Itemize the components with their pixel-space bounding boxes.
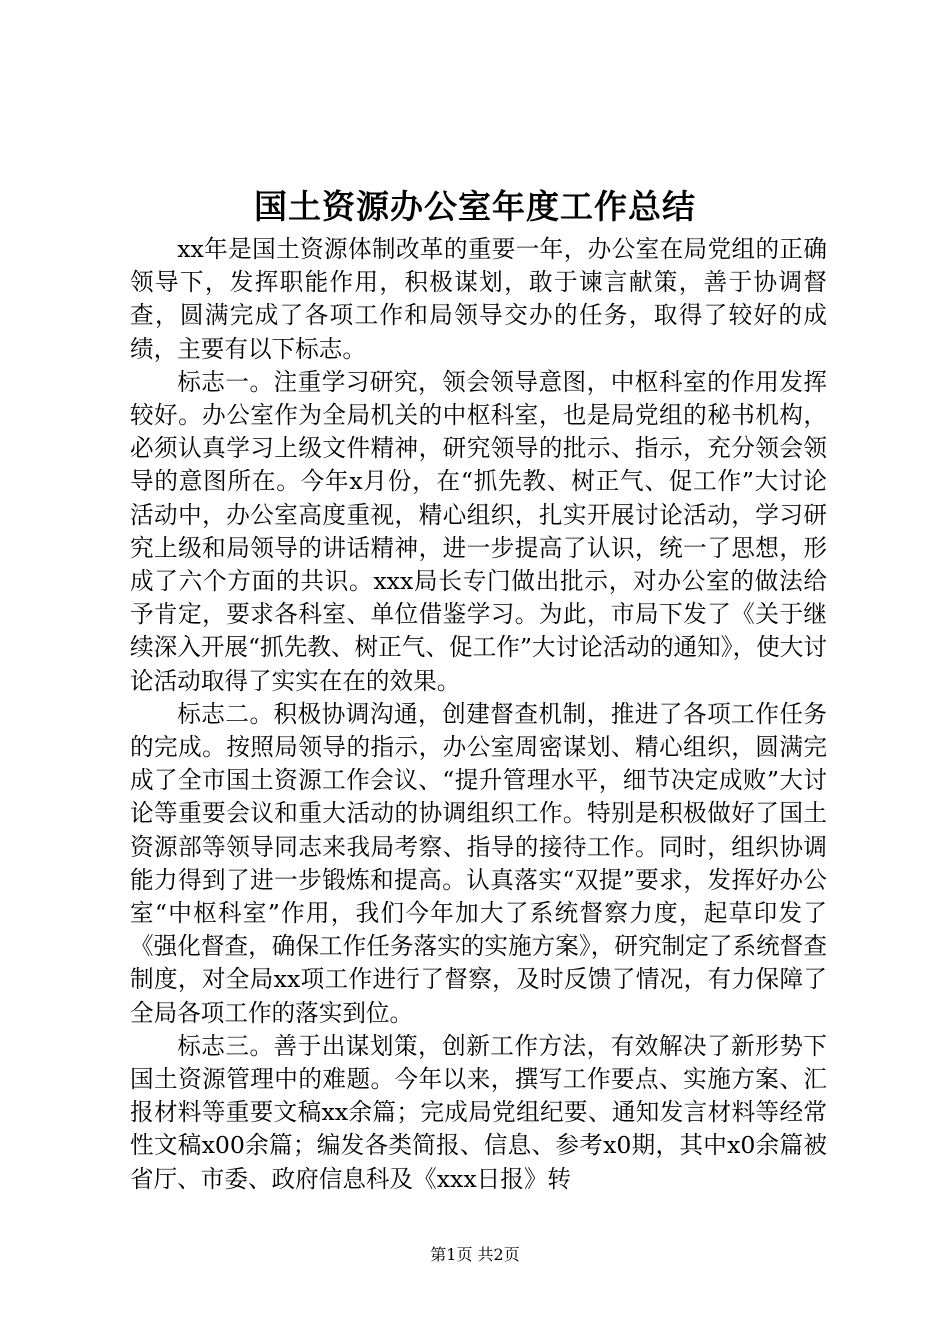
document-body [130, 233, 827, 1196]
paragraph-mark-one: 标志一。注重学习研究，领会领导意图，中枢科室的作用发挥较好。办公室作为全局机关的中枢科室，也是局党组的秘书机构，必须认真学习上级文件精神，研究领导的批示、指示，充分领会领导的意图所在。今年x月份，在“抓先教、树正气、促工作”大讨论活动中，办公室高度重视，精心组织，扎实开展讨论活动，学习研究上级和局领导的讲话精神，进一步提高了认识，统一了思想，形成了六个方面的共识。xxx局长专门做出批示，对办公室的做法给予肯定，要求各科室、单位借鉴学习。为此，市局下发了《关于继续深入开展“抓先教、树正气、促工作”大讨论活动的通知》，使大讨论活动取得了实实在在的效果。 [130, 367, 827, 695]
paragraph-mark-two: 标志二。积极协调沟通，创建督查机制，推进了各项工作任务的完成。按照局领导的指示，办公室周密谋划、精心组织，圆满完成了全市国土资源工作会议、“提升管理水平，细节决定成败”大讨论等重要会议和重大活动的协调组织工作。特别是积极做好了国土资源部等领导同志来我局考察、指导的接待工作。同时，组织协调能力得到了进一步锻炼和提高。认真落实“双提”要求，发挥好办公室“中枢科室”作用，我们今年加大了系统督察力度，起草印发了《强化督查，确保工作任务落实的实施方案》，研究制定了系统督查制度，对全局xx项工作进行了督察，及时反馈了情况，有力保障了全局各项工作的落实到位。 [130, 699, 827, 1027]
paragraph-mark-three: 标志三。善于出谋划策，创新工作方法，有效解决了新形势下国土资源管理中的难题。今年以来，撰写工作要点、实施方案、汇报材料等重要文稿xx余篇；完成局党组纪要、通知发言材料等经常性文稿x00余篇；编发各类简报、信息、参考x0期，其中x0余篇被省厅、市委、政府信息科及《xxx日报》转 [130, 1031, 827, 1193]
document-title: 国土资源办公室年度工作总结 [254, 187, 696, 226]
page-footer: 第1页 共2页 [430, 1245, 520, 1264]
paragraph-intro: xx年是国土资源体制改革的重要一年，办公室在局党组的正确领导下，发挥职能作用，积极谋划，敢于谏言献策，善于协调督查，圆满完成了各项工作和局领导交办的任务，取得了较好的成绩，主要有以下标志。 [130, 235, 827, 363]
